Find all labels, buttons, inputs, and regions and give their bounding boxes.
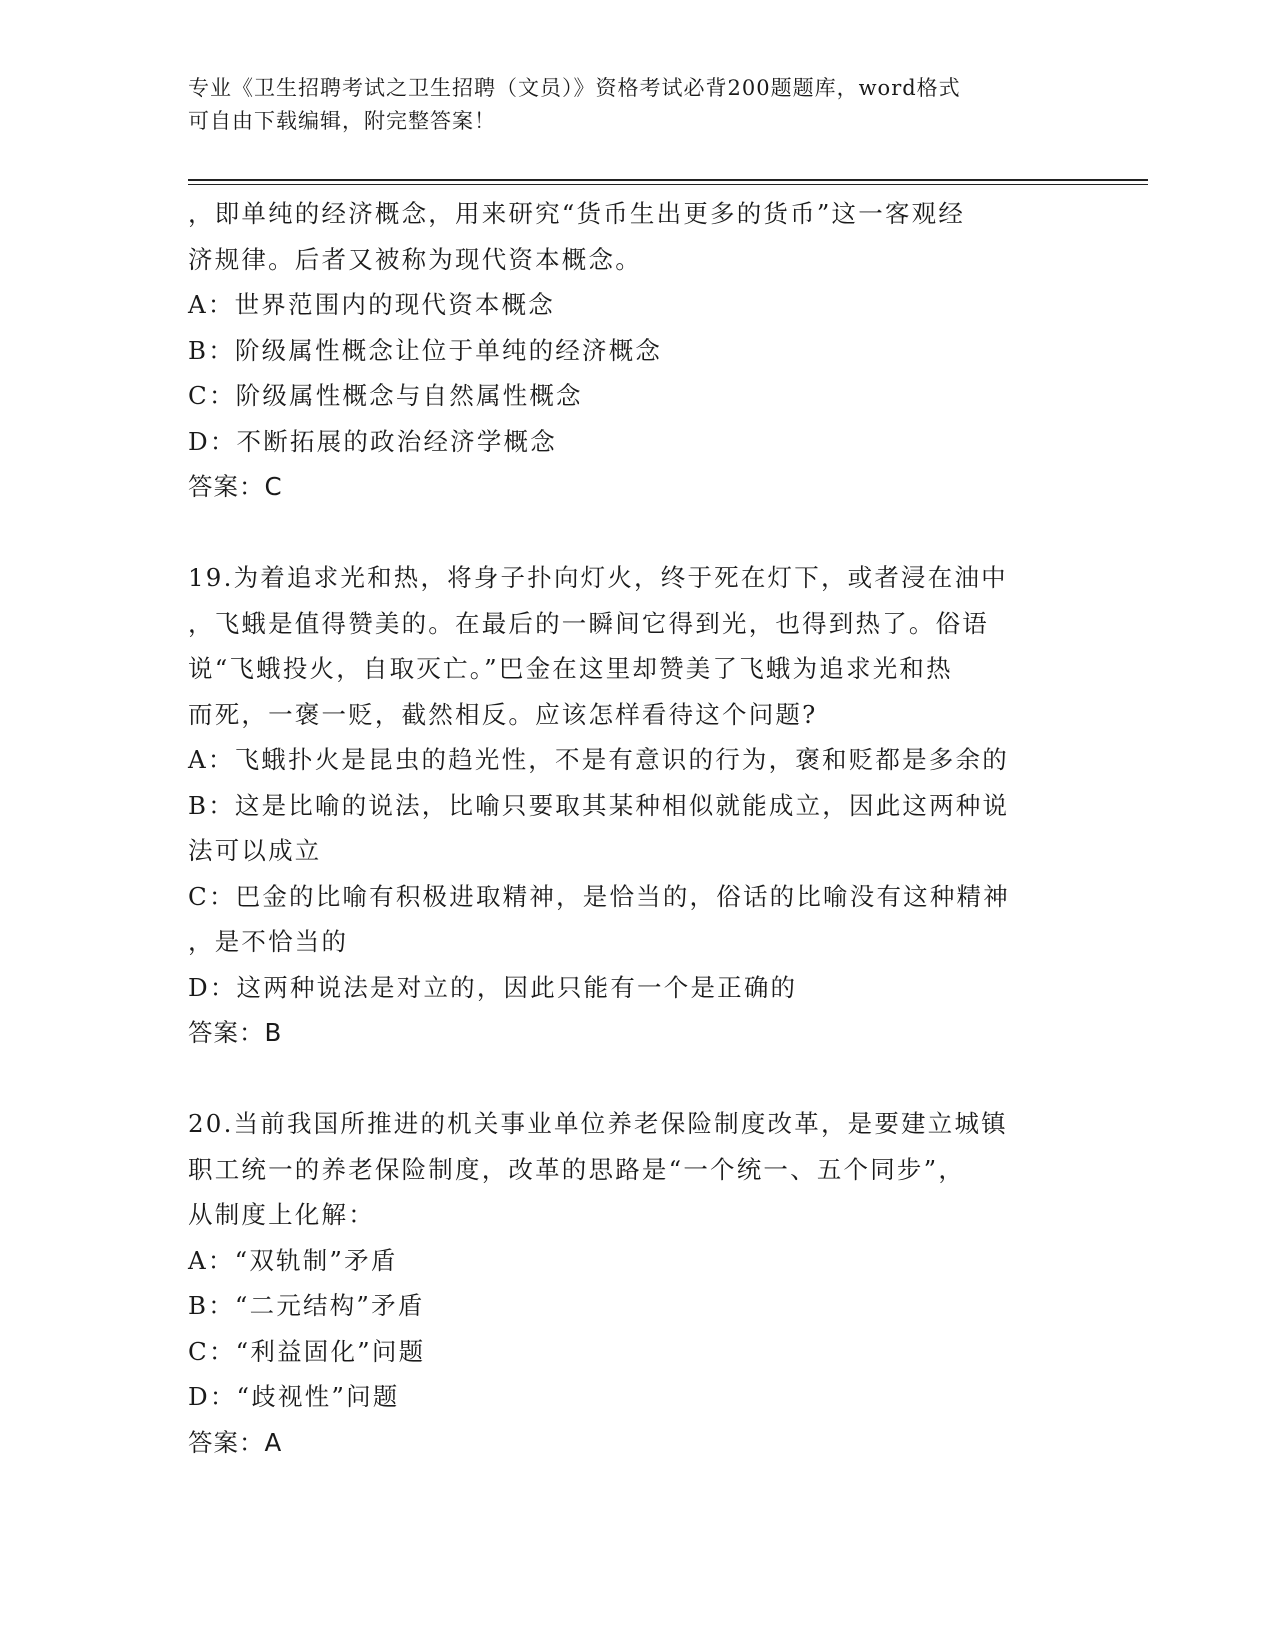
- answer-line: 答案：B: [188, 1018, 283, 1047]
- option-c-continued: ，是不恰当的: [188, 927, 349, 956]
- header-divider-thin: [188, 184, 1148, 185]
- option-b: B：这是比喻的说法，比喻只要取其某种相似就能成立，因此这两种说: [188, 790, 1010, 820]
- question-text-line: 19.为着追求光和热，将身子扑向灯火，终于死在灯下，或者浸在油中: [188, 563, 1008, 592]
- question-text-line: 20.当前我国所推进的机关事业单位养老保险制度改革，是要建立城镇: [188, 1109, 1008, 1138]
- option-a: A：“双轨制”矛盾: [188, 1245, 398, 1275]
- option-b: B：阶级属性概念让位于单纯的经济概念: [188, 335, 663, 365]
- question-continuation: [188, 191, 1068, 510]
- option-c: C：阶级属性概念与自然属性概念: [188, 381, 583, 410]
- option-c: C：“利益固化”问题: [188, 1336, 426, 1366]
- answer-line: 答案：C: [188, 472, 283, 501]
- header-line-2: 可自由下载编辑，附完整答案！: [188, 109, 496, 133]
- document-header: [188, 72, 1088, 138]
- option-d: D：“歧视性”问题: [188, 1382, 400, 1411]
- header-line-1: 专业《卫生招聘考试之卫生招聘（文员）》资格考试必背200题题库，word格式: [188, 76, 961, 100]
- question-text-line: 济规律。后者又被称为现代资本概念。: [188, 244, 642, 274]
- question-text-line: ，飞蛾是值得赞美的。在最后的一瞬间它得到光，也得到热了。俗语: [188, 608, 989, 638]
- option-d: D：不断拓展的政治经济学概念: [188, 426, 557, 456]
- question-text-line: 职工统一的养老保险制度，改革的思路是“一个统一、五个同步”，: [188, 1154, 966, 1184]
- option-b-continued: 法可以成立: [188, 836, 322, 865]
- question-text-line: 从制度上化解：: [188, 1200, 375, 1229]
- document-body: [188, 191, 1068, 1465]
- option-a: A：世界范围内的现代资本概念: [188, 290, 555, 319]
- question-text-line: 说“飞蛾投火，自取灭亡。”巴金在这里却赞美了飞蛾为追求光和热: [188, 654, 953, 683]
- question-20: [188, 1101, 1068, 1465]
- option-b: B：“二元结构”矛盾: [188, 1291, 425, 1320]
- spacer: [188, 1056, 1068, 1102]
- answer-line: 答案：A: [188, 1427, 283, 1457]
- option-c: C：巴金的比喻有积极进取精神，是恰当的，俗话的比喻没有这种精神: [188, 881, 1010, 911]
- spacer: [188, 510, 1068, 556]
- question-text-line: ，即单纯的经济概念，用来研究“货币生出更多的货币”这一客观经: [188, 199, 966, 228]
- option-a: A：飞蛾扑火是昆虫的趋光性，不是有意识的行为，褒和贬都是多余的: [188, 745, 1009, 774]
- header-divider-thick: [188, 179, 1148, 181]
- option-d: D：这两种说法是对立的，因此只能有一个是正确的: [188, 972, 798, 1002]
- question-19: [188, 555, 1068, 1056]
- question-text-line: 而死，一褒一贬，截然相反。应该怎样看待这个问题?: [188, 699, 818, 729]
